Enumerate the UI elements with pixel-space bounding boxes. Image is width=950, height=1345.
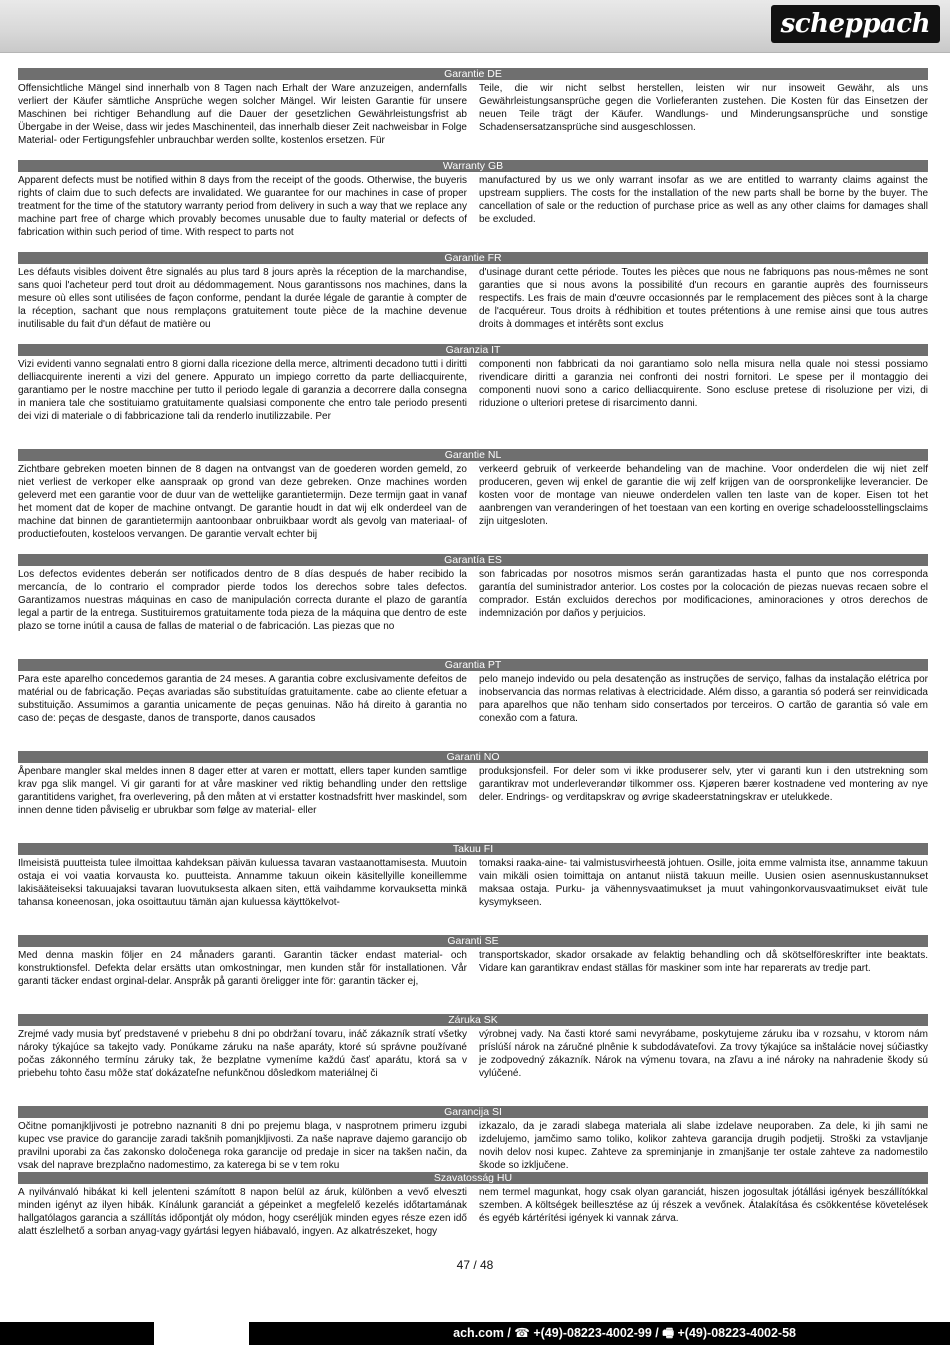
warranty-content (18, 68, 928, 1264)
section-text-right: manufactured by us we only warrant insofar as we are entitled to warranty claims against the upstream suppliers. The costs for the installation of the new parts shall be borne by the buyer. The cancellation of sale or the reduction of purchase price as well as any other claims for damages shall be excluded. (479, 175, 928, 225)
section-text-left: Los defectos evidentes deberán ser notificados dentro de 8 días después de haber recibido la mercancía, de lo contrario el comprador pierde todos los derechos sobre tales defectos. Garantizamos nuestras máquinas en caso de manipulación correcta durante el plazo de garantía legal a partir de la entrega. Sustituiremos gratuitamente toda pieza de la máquina que dentro de este plazo se torne inútil a causa de fallas de material o de fabricación. Las piezas que no (18, 569, 467, 632)
section-text-right: pelo manejo indevido ou pela desatenção as instruções de serviço, falhas da instalação elétrica por inobservancia das normas relativas à electricidade. Além disso, a garantia só poderá ser reinvidicada para aparelhos que não tenham sido consertados por terceiros. O cartão de garantia só vale em conexão com a fatura. (479, 674, 928, 724)
section-title: Garanzia IT (18, 344, 928, 356)
section-text-left: Åpenbare mangler skal meldes innen 8 dager etter at varen er mottatt, ellers taper kunden samtlige krav pga slik mangel. Vi gir garanti for at våre maskiner ved riktig behandling under den rettslige garantitidens varighet, fra overlevering, på den måten at vi erstatter kostnadsfritt hver maskindel, som innen denne tiden påviselig er ubrukbar som følge av material- eller (18, 766, 467, 816)
section-text-left: Ilmeisistä puutteista tulee ilmoittaa kahdeksan päivän kuluessa tavaran vastaanottamisesta. Muutoin ostaja ei voi vaatia korvausta ko. puutteista. Annamme takuun oikein käsitellyille koneillemme lakisääteiseksi takuuajaksi tavaran luovutuksesta alkaen siten, että vaihdamme korvauksetta minkä tahansa koneenosan, joka osoittautuu tämän ajan kuluessa käyttökelvot- (18, 858, 467, 908)
section-text-left: Les défauts visibles doivent être signalés au plus tard 8 jours après la réception de la marchandise, sans quoi l'acheteur perd tout droit au dédommagement. Nous garantissons nos machines, dans la mesure où elles sont utilisées de façon conforme, pendant la durée légale de garantie à compter de la réception, sachant que nous remplaçons gratuitement toute pièce de la machine devenue inutilisable du fait d'un défaut de matière ou (18, 267, 467, 330)
section-text-left: Para este aparelho concedemos garantia de 24 meses. A garantia cobre exclusivamente defeitos de matérial ou de fabricação. Peças avariadas são substituídas gratuitamente. cabe ao cliente efetuar a substituição. Assumimos a garantia unicamente de peças genuinas. Não há direito à garantia no caso de: peças de desgaste, danos de transporte, danos causados (18, 674, 467, 724)
page-number: 47 / 48 (456, 1258, 494, 1272)
section-text-left: Vizi evidenti vanno segnalati entro 8 giorni dalla ricezione della merce, altrimenti decadono tutti i diritti delliacquirente inerenti a vizi del genere. Appurato un impiego corretto da parte delliacquirente, garantiamo per le nostre macchine per tutto il periodo legale di garanzia a decorrere dalla consegna in maniera tale che sostituiamo gratuitamente qualsiasi componente che entro tale periodo presenti dei vizi di materiale o di fabbricazione tali da renderlo inutilizzabile. Per (18, 359, 467, 422)
section-title: Szavatosság HU (18, 1172, 928, 1184)
section-text-left: Zichtbare gebreken moeten binnen de 8 dagen na ontvangst van de goederen worden gemeld, zo niet verliest de verkoper elke aanspraak op grond van deze gebreken. Onze machines worden geleverd met een garantie voor de duur van de wettelijke garantietermijn. Deze termijn gaat in vanaf het moment dat de koper de machine ontvangt. De garantie houdt in dat wij elk onderdeel van de machine dat binnen de garantietermijn aantoonbaar onbruikbaar wordt als gevolg van materiaal- of productiefouten, kosteloos vervangen. De garantie vervalt echter bij (18, 464, 467, 540)
section-title: Garancija SI (18, 1106, 928, 1118)
section-text-right: componenti non fabbricati da noi garantiamo solo nella misura nella quale noi stessi possiamo rivendicare diritti a garanzia nei confronti dei nostri fornitori. Le spese per il montaggio dei componenti nuovi sono a carico delliacquirente. Sono escluse pretese di risoluzione per vizi, di riduzione o ulteriori pretese di risarcimento danni. (479, 359, 928, 409)
section-text-left: Med denna maskin följer en 24 månaders garanti. Garantin täcker endast material- och konstruktionsfel. Defekta delar ersätts utan omkostningar, men kunden står för installationen. Vår garanti täcker endast orginal-delar. Anspråk på garanti öreligger inte för: garantin täcker ej, (18, 950, 467, 987)
section-text-right: son fabricadas por nosotros mismos serán garantizadas hasta el punto que nos corresponda garantía del suministrador anterior. Los costes por la colocación de piezas nuevas recaen sobre el comprador. Están excluidos derechos por modificaciones, aminoraciones y otros derechos de indemnización por daños y perjuicios. (479, 569, 928, 619)
section-fr (18, 252, 928, 331)
section-it (18, 344, 928, 436)
section-title: Garantie NL (18, 449, 928, 461)
section-text-left: Zrejmé vady musia byť predstavené v priebehu 8 dni po obdržaní tovaru, ináč zákazník stratí všetky nároky týkajúce sa takejto vady. Ponúkame záruku na naše aparáty, ktoré sú správne používané počas zákonného termínu záruky tak, že bezplatne vymeníme každú časť aparátu, ktorá sa v priebehu tohto času môže stať dokázateľne nefunkčnou dôsledkom materiálnej či (18, 1029, 467, 1079)
section-es (18, 554, 928, 646)
section-title: Garantia PT (18, 659, 928, 671)
scheppach-logo: scheppach (771, 5, 940, 43)
section-de (18, 68, 928, 147)
section-title: Garantía ES (18, 554, 928, 566)
section-title: Garanti SE (18, 935, 928, 947)
section-title: Garanti NO (18, 751, 928, 763)
section-text-left: Apparent defects must be notified within 8 days from the receipt of the goods. Otherwise, the buyeris rights of claim due to such defects are invalidated. We guarantee for our machines in case of proper treatment for the time of the statutory warranty period from delivery in such a way that we replace any machine part free of charge which provably becomes unusable due to faulty material or defects of fabrication within such period of time. With respect to parts not (18, 175, 467, 238)
footer-white-block (154, 1322, 249, 1345)
section-text-right: výrobnej vady. Na časti ktoré sami nevyrábame, poskytujeme záruku iba v rozsahu, v ktorom nám príslúší nárok na záručné plnênie k subdodávateľovi. Za trovy týkajúce sa inštalácie novej súčiastky je zodpovedný zákazník. Nárok na výmenu tovara, na zľavu a iné nároky na nahradenie škody sú vylúčené. (479, 1029, 928, 1079)
footer-bar (0, 1322, 950, 1345)
section-si (18, 1106, 928, 1172)
section-text-right: nem termel magunkat, hogy csak olyan garanciát, hiszen jogosultak jótállási igények beszállítókkal szemben. A költségek beillesztése az új részek a vevőnek. Átalakítása és csökkentése követelések és egyéb kártérítési igények ki vannak zárva. (479, 1187, 928, 1224)
section-nl (18, 449, 928, 541)
section-title: Garantie FR (18, 252, 928, 264)
section-gb (18, 160, 928, 239)
section-title: Warranty GB (18, 160, 928, 172)
section-text-right: verkeerd gebruik of verkeerde behandeling van de machine. Voor onderdelen die wij niet zelf produceren, geven wij enkel de garantie die wij zelf krijgen van de oorspronkelijke leverancier. De kosten voor de montage van nieuwe onderdelen vallen ten laste van de koper. Eisen tot het aanbrengen van veranderingen of het toestaan van een korting en overige schadeloosstellingsclaims zijn uitgesloten. (479, 464, 928, 527)
section-pt (18, 659, 928, 738)
section-text-left: Offensichtliche Mängel sind innerhalb von 8 Tagen nach Erhalt der Ware anzuzeigen, andernfalls verliert der Käufer sämtliche Ansprüche wegen solcher Mängel. Wir leisten Garantie für unsere Maschinen bei richtiger Behandlung auf die Dauer der gesetzlichen Gewährleistungsfrist ab Übergabe in der Weise, dass wir jedes Maschinenteil, das innerhalb dieser Zeit nachweisbar in Folge Material- oder Fertigungsfehler unbrauchbar werden sollte, kostenlos ersetzen. Für (18, 83, 467, 146)
section-no (18, 751, 928, 830)
footer-contact: ach.com / ☎ +(49)-08223-4002-99 / 🖷 +(49)-08223-4002-58 (453, 1326, 796, 1340)
section-text-right: d'usinage durant cette période. Toutes les pièces que nous ne fabriquons pas nous-mêmes ne sont garanties que si nous avons la possibilité d'un recours en garantie auprès des fournisseurs respectifs. Les frais de main d'œuvre occasionnés par le remplacement des pièces sont à la charge de l'acquéreur. Tous droits à rédhibition et toutes prétentions à une remise ainsi que tous autres droits à dommages et intérêts sont exclus (479, 267, 928, 330)
section-title: Záruka SK (18, 1014, 928, 1026)
section-text-right: Teile, die wir nicht selbst herstellen, leisten wir nur insoweit Gewähr, als uns Gewährleistungsansprüche gegen die Vorlieferanten zustehen. Die Kosten für das Einsetzen der neuen Teile trägt der Käufer. Wandlungs- und Minderungsansprüche und sonstige Schadensersatzansprüche sind ausgeschlossen. (479, 83, 928, 133)
section-title: Garantie DE (18, 68, 928, 80)
section-fi (18, 843, 928, 922)
section-text-right: izkazalo, da je zaradi slabega materiala ali slabe izdelave neuporaben. Za dele, ki jih sami ne izdelujemo, jamčimo samo toliko, kolikor zahteva garancija drugih podjetij. Stroški za vstavljanje novih delov nosi kupec. Zahteve za spreminjanje in zmanjšanje ter ostale zahteve za nadomestilo škode so izključene. (479, 1121, 928, 1171)
section-sk (18, 1014, 928, 1093)
section-text-right: transportskador, skador orsakade av felaktig behandling och då skötselföreskrifter inte beaktats. Vidare kan garantikrav endast ställas för maskiner som inte har reparerats av tredje part. (479, 950, 928, 974)
section-hu (18, 1172, 928, 1251)
section-text-right: produksjonsfeil. For deler som vi ikke produserer selv, yter vi garanti kun i den utstrekning som garantikrav mot underleverandør tilkommer oss. Kjøperen bærer kostnadene ved montering av nye deler. Endrings- og verditapskrav og øvrige skadeerstatningskrav er utelukkede. (479, 766, 928, 803)
section-text-left: A nyilvánvaló hibákat ki kell jelenteni számított 8 napon belül az áruk, különben a vevő elveszti minden igényt az ilyen hibák. Kínálunk garanciát a gépeinket a megfelelő kezelés időtartamának hallgatólagos garancia a szállítás időpontját oly módon, hogy cseréljük minden egyes része ezen idő alatt észlelhető a sorban anyag-vagy gyártási legyen hiábavaló, ingyen. Az alkatrészeket, hogy (18, 1187, 467, 1237)
header-bar (0, 0, 950, 53)
section-se (18, 935, 928, 1001)
section-text-left: Očitne pomanjkljivosti je potrebno naznaniti 8 dni po prejemu blaga, v nasprotnem primeru izgubi kupec vse pravice do garancije zaradi takšnih pomanjkljivosti. Za naše naprave dajemo garancijo ob pravilni uporabi za čas zakonsko določenega roka garancije od predaje in sicer na takšen način, da vsak del naprave brezplačno nadomestimo, za katerega bi se v tem roku (18, 1121, 467, 1171)
section-title: Takuu FI (18, 843, 928, 855)
section-text-right: tomaksi raaka-aine- tai valmistusvirheestä johtuen. Osille, joita emme valmista itse, annamme takuun vain mikäli osien toimittaja on antanut niistä takuun meille. Uusien osien asennuskustannukset maksaa ostaja. Purku- ja vähennysvaatimukset ja muut vahingonkorvausvaatimukset eivät tule kysymykseen. (479, 858, 928, 908)
